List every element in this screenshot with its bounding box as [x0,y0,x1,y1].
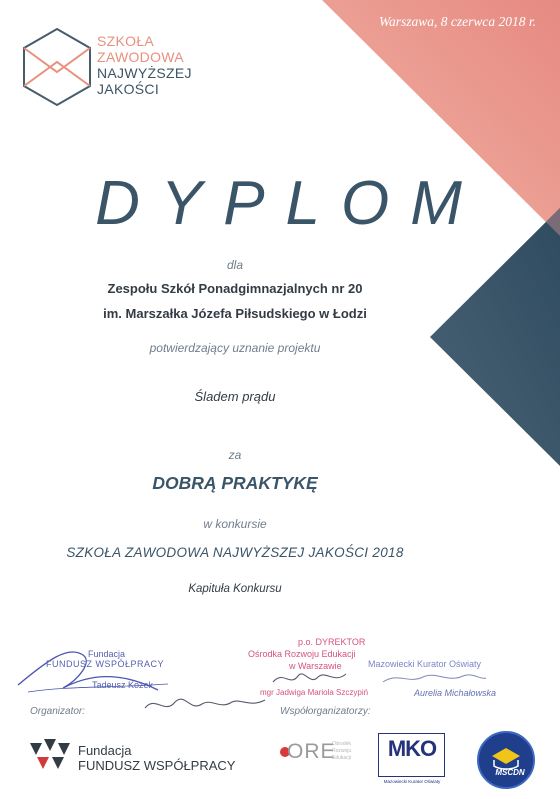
mscdn-logo-icon [472,730,540,790]
ore-small-line-2: Rozwoju [332,748,352,754]
fundacja-line-1: Fundacja [78,743,132,758]
signature-kurator-icon [378,668,488,688]
ore-logo-text: ORE [287,740,336,763]
kurator-name: Aurelia Michałowska [414,688,497,698]
center-stamp-name: mgr Jadwiga Mariola Szczypiń [260,688,369,697]
fundacja-logo-text [78,743,235,773]
signature-chair-icon [140,690,270,720]
recipient-line-1: Zespołu Szkół Ponadgimnazjalnych nr 20 [107,281,363,296]
recipient-line-2: im. Marszałka Józefa Piłsudskiego w Łodzi [103,306,367,321]
award-text: DOBRĄ PRAKTYKĘ [152,473,318,493]
fundacja-stamp-line-2: FUNDUSZ WSPÓŁPRACY [46,659,165,669]
school-logo-icon [22,27,92,107]
center-stamp-line-3: w Warszawie [289,661,342,671]
fundacja-stamp-line-1: Fundacja [88,649,126,659]
ore-small-text [332,741,351,762]
coorganizers-label: Współorganizatorzy: [280,706,371,717]
logo-line-4: JAKOŚCI [97,81,160,97]
issue-date: Warszawa, 8 czerwca 2018 r. [378,14,536,29]
project-name: Śladem prądu [194,389,276,404]
fundacja-line-2: FUNDUSZ WSPÓŁPRACY [78,758,236,773]
organizer-label: Organizator: [30,706,86,717]
logo-line-1: SZKOŁA [97,33,155,49]
za-label: za [228,448,242,462]
mko-logo-subtext: Mazowiecki Kurator Oświaty [383,779,441,784]
ore-small-line-1: Ośrodek [332,741,351,747]
slate-triangle [430,208,560,466]
fundacja-logo-icon [28,737,74,773]
center-stamp-line-1: p.o. DYREKTOR [298,637,366,647]
logo-line-2: ZAWODOWA [97,49,184,65]
center-stamp-line-2: Ośrodka Rozwoju Edukacji [248,649,356,659]
school-logo-text [97,33,192,97]
for-label: dla [226,258,243,272]
mko-logo-text: MKO [387,736,437,761]
logo-line-3: NAJWYŻSZEJ [97,65,192,81]
ore-small-line-3: Edukacji [332,755,351,761]
confirm-label: potwierdzający uznanie projektu [149,341,321,355]
kurator-stamp-line-1: Mazowiecki Kurator Oświaty [368,659,482,669]
contest-name: SZKOŁA ZAWODOWA NAJWYŻSZEJ JAKOŚCI 2018 [66,545,404,560]
chapter-label: Kapituła Konkursu [188,583,282,595]
mscdn-logo-text: MSCDN [495,768,525,777]
contest-label: w konkursie [203,517,267,531]
fundacja-stamp-name: Tadeusz Kozek [92,680,154,690]
diploma-title: DYPLOM [95,169,483,238]
